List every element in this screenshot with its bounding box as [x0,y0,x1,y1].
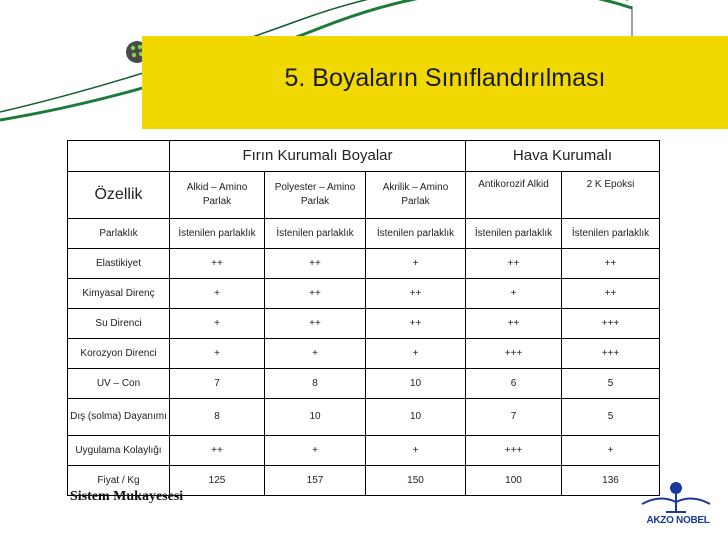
table-cell: ++ [265,309,366,339]
table-cell: 5 [562,369,660,399]
table-row [68,249,660,279]
table-cell: + [170,309,265,339]
row-label: UV – Con [68,369,170,399]
table-cell: +++ [466,339,562,369]
table-row [68,369,660,399]
row-label: Fiyat / Kg [68,466,170,496]
column-header: Alkid – Amino Parlak [170,172,265,219]
table-cell: +++ [466,436,562,466]
table-cell: ++ [265,249,366,279]
table-cell: 8 [265,369,366,399]
table-row [68,279,660,309]
column-header: Antikorozif Alkid [466,172,562,219]
table-cell: 5 [562,399,660,436]
table-cell: ++ [170,436,265,466]
group-header-oven: Fırın Kurumalı Boyalar [170,141,466,172]
table-cell: 136 [562,466,660,496]
row-label: Su Direnci [68,309,170,339]
row-label: Parlaklık [68,219,170,249]
table-cell: İstenilen parlaklık [265,219,366,249]
table-cell: İstenilen parlaklık [466,219,562,249]
table-cell: 10 [366,369,466,399]
table-group-header-row [68,141,660,172]
table-cell: 8 [170,399,265,436]
table-cell: 157 [265,466,366,496]
table-cell: 125 [170,466,265,496]
row-label: Uygulama Kolaylığı [68,436,170,466]
slide-title: 5. Boyaların Sınıflandırılması [284,64,606,92]
table-row [68,309,660,339]
table-cell: ++ [366,309,466,339]
row-label: Kimyasal Direnç [68,279,170,309]
column-header: 2 K Epoksi [562,172,660,219]
table-row [68,399,660,436]
table-cell: + [366,436,466,466]
table-row [68,339,660,369]
table-cell: İstenilen parlaklık [366,219,466,249]
table-cell: 7 [466,399,562,436]
table-row [68,436,660,466]
table-cell: ++ [170,249,265,279]
table-cell: + [366,339,466,369]
footer-caption: Sistem Mukayesesi [70,489,184,504]
table-cell: + [366,249,466,279]
table-cell: 10 [366,399,466,436]
akzo-nobel-logo [636,480,716,536]
column-header: Akrilik – Amino Parlak [366,172,466,219]
table-cell: ++ [466,249,562,279]
table-cell: 150 [366,466,466,496]
column-header: Polyester – Amino Parlak [265,172,366,219]
table-cell: + [265,436,366,466]
table-cell: + [466,279,562,309]
table-cell: 7 [170,369,265,399]
row-label: Dış (solma) Dayanımı [68,399,170,436]
table-row [68,219,660,249]
table-cell: + [562,436,660,466]
table-cell: + [265,339,366,369]
comparison-table [67,140,660,496]
table-cell: 6 [466,369,562,399]
logo-text: AKZO NOBEL [646,515,710,526]
property-header: Özellik [68,172,170,219]
table-column-header-row [68,172,660,219]
group-header-air: Hava Kurumalı [466,141,660,172]
table-cell: ++ [562,279,660,309]
table-cell: ++ [366,279,466,309]
table-cell: + [170,339,265,369]
table-cell: ++ [265,279,366,309]
table-cell: + [170,279,265,309]
table-cell: +++ [562,309,660,339]
table-cell: İstenilen parlaklık [562,219,660,249]
table-cell: 100 [466,466,562,496]
table-cell: 10 [265,399,366,436]
row-label: Korozyon Direnci [68,339,170,369]
table-cell: +++ [562,339,660,369]
table-cell: ++ [466,309,562,339]
table-cell: İstenilen parlaklık [170,219,265,249]
table-cell: ++ [562,249,660,279]
empty-corner-cell [68,141,170,172]
row-label: Elastikiyet [68,249,170,279]
